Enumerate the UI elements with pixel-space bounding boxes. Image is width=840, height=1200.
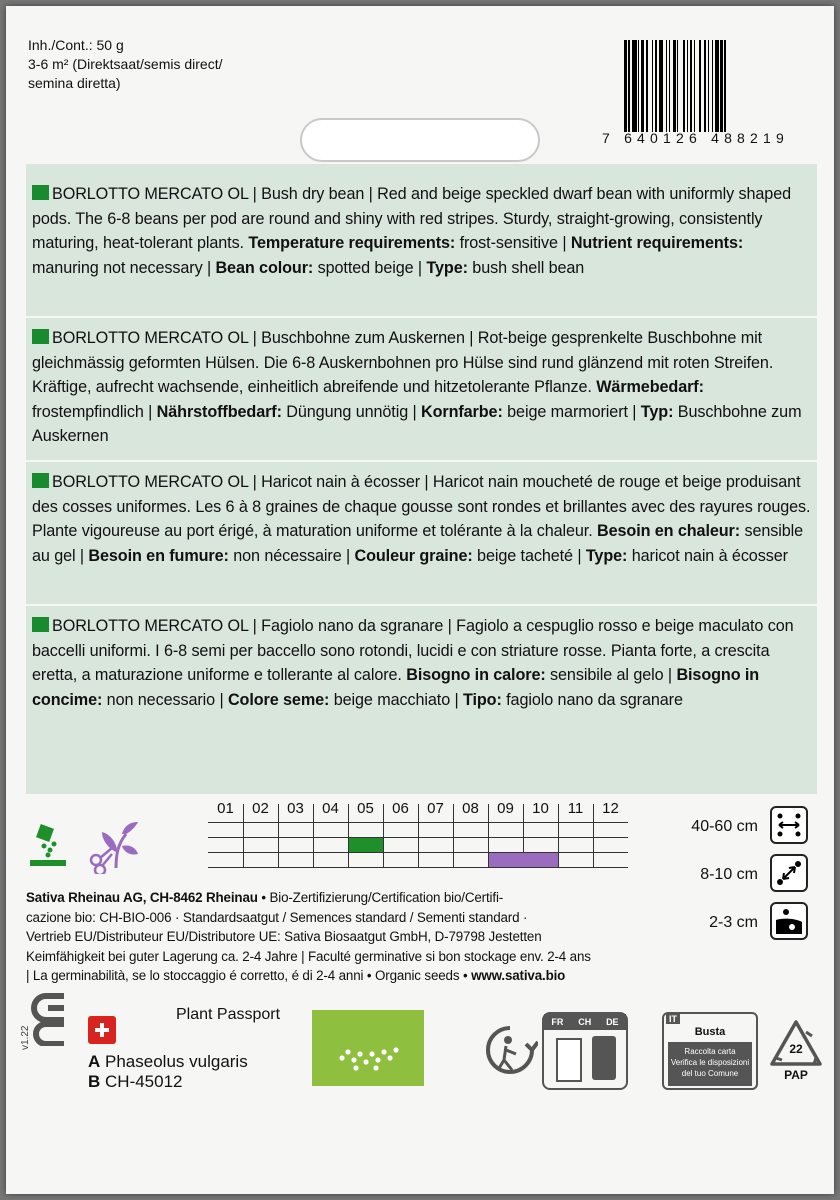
grid-line (243, 804, 244, 868)
content-area: 3-6 m² (Direktsaat/semis direct/ (28, 56, 223, 72)
month-label: 10 (532, 800, 549, 817)
fr-type-value: haricot nain à écosser (627, 546, 788, 565)
grid-line (278, 804, 279, 868)
grid-line (348, 804, 349, 868)
en-type-key: Type: (426, 258, 468, 277)
version-label: v1.22 (20, 1025, 31, 1050)
eu-organic-logo (312, 1010, 424, 1086)
month-label: 03 (287, 800, 304, 817)
producer-code: CH-45012 (105, 1072, 183, 1091)
it-label: IT (666, 1014, 680, 1024)
grid-line (558, 804, 559, 868)
website: www.sativa.bio (471, 968, 566, 984)
pap-label: PAP (784, 1068, 808, 1082)
de-temperature-value: frostempfindlich | (32, 402, 157, 421)
de-colour-value: beige marmoriert | (502, 402, 641, 421)
divider (26, 604, 817, 606)
it-temperature-key: Bisogno in calore: (406, 666, 546, 684)
raccolta-text: Verifica le disposizioni (670, 1058, 750, 1067)
content-area-cont: semina diretta) (28, 75, 121, 91)
seed-packet-back (6, 6, 834, 1194)
month-label: 04 (322, 800, 339, 817)
green-square-icon (32, 617, 49, 632)
description-panel (26, 164, 817, 794)
certification-text: • Bio-Zertifizierung/Certification bio/Certifi- (257, 890, 504, 905)
sowing-depth-icon (770, 902, 808, 940)
it-type-value: fagiolo nano da sgranare (501, 690, 683, 709)
month-label: 08 (462, 800, 479, 817)
sowing-icon (24, 824, 70, 870)
en-type-value: bush shell bean (467, 258, 585, 277)
sowing-calendar (204, 800, 628, 870)
plant-spacing-icon (770, 854, 808, 892)
it-colour-value: beige macchiato | (329, 690, 463, 709)
harvest-icon (86, 818, 142, 874)
fr-nutrient-value: non nécessaire | (228, 546, 355, 565)
botanical-name: Phaseolus vulgaris (105, 1052, 248, 1071)
description-it-intro: BORLOTTO MERCATO OL | Fagiolo nano da sgranare | Fagiolo a cespuglio rosso e beige maculato con baccelli uniformi. I 6-8 semi per baccello sono rotondi, lucidi e con striature rosse. Pianta forte, a crescita eretta, a maturazione uniforme e tollerante al calore. (32, 617, 794, 684)
italian-label-box (662, 1012, 758, 1090)
fr-temperature-key: Besoin en chaleur: (597, 522, 741, 540)
swiss-flag-icon (88, 1016, 116, 1044)
content-weight: Inh./Cont.: 50 g (28, 37, 124, 53)
barcode-digits: 7 640126 488219 (602, 130, 789, 146)
passport-a (88, 1052, 248, 1072)
de-nutrient-key: Nährstoffbedarf: (156, 402, 282, 421)
sowing-period-bar (349, 838, 383, 852)
description-fr-intro: BORLOTTO MERCATO OL | Haricot nain à écosser | Haricot nain moucheté de rouge et beige produisant des cosses uniformes. Les 6 à 8 graines de chaque gousse sont rondes et brillantes avec des rayures rouges. Plante vigoureuse au port érigé, à maturation uniforme et tolérante à la chaleur. (32, 473, 811, 540)
grid-line (453, 804, 454, 868)
it-nutrient-value: non necessario | (102, 690, 228, 709)
fr-temperature-value: sensible au gel | (32, 522, 804, 565)
germination-info-it: | La germinabilità, se lo stoccaggio é corretto, é di 2-4 anni • Organic seeds • (26, 968, 472, 984)
content-info (28, 36, 222, 93)
fr-type-key: Type: (585, 546, 628, 565)
country-code: CH (578, 1017, 592, 1027)
fr-nutrient-key: Besoin en fumure: (88, 546, 229, 565)
month-label: 05 (357, 800, 374, 817)
paper-bag-icon (556, 1038, 582, 1082)
raccolta-box (668, 1042, 752, 1086)
de-nutrient-value: Düngung unnötig | (281, 402, 421, 421)
description-it (32, 614, 814, 712)
it-nutrient-key: Bisogno in concime: (32, 666, 760, 709)
grid-line (418, 804, 419, 868)
description-fr (32, 470, 814, 568)
month-label: 01 (217, 800, 234, 817)
company-name: Sativa Rheinau AG, CH-8462 Rheinau (26, 890, 258, 905)
it-colour-key: Colore seme: (227, 690, 330, 709)
country-code: DE (606, 1017, 619, 1027)
fr-colour-key: Couleur graine: (354, 546, 473, 565)
row-spacing-icon (770, 806, 808, 844)
divider (26, 316, 817, 318)
description-de-intro: BORLOTTO MERCATO OL | Buschbohne zum Auskernen | Rot-beige gesprenkelte Buschbohne mit gleichmässig geformten Hülsen. Die 6-8 Auskernbohnen pro Hülse sind rund glänzend mit roten Streifen. Kräftige, aufrecht wachsende, einheitlich abreifende und hitzetolerante Pflanze. (32, 329, 774, 396)
passport-b (88, 1072, 183, 1092)
month-label: 11 (567, 800, 584, 817)
green-square-icon (32, 185, 49, 200)
de-temperature-key: Wärmebedarf: (596, 378, 704, 396)
it-temperature-value: sensibile al gelo | (545, 666, 677, 684)
pap-number: 22 (789, 1042, 803, 1056)
plant-passport-title: Plant Passport (176, 1006, 281, 1023)
conformity-icon (26, 990, 74, 1046)
raccolta-text: del tuo Comune (681, 1069, 739, 1078)
hang-hole (300, 118, 540, 162)
month-label: 02 (252, 800, 269, 817)
it-type-key: Tipo: (463, 690, 502, 709)
de-type-value: Buschbohne zum Auskernen (32, 402, 802, 445)
barcode-bar (726, 40, 729, 132)
month-label: 07 (427, 800, 444, 817)
busta-label: Busta (694, 1026, 726, 1038)
sowing-depth-label: 2-3 cm (709, 914, 758, 931)
row-spacing-label: 40-60 cm (691, 818, 758, 835)
certification-text-cont: cazione bio: CH-BIO-006 · Standardsaatgut / Semences standard / Sementi standard · (26, 909, 528, 925)
description-en (32, 182, 814, 280)
fr-colour-value: beige tacheté | (472, 546, 586, 565)
country-code: FR (551, 1017, 564, 1027)
plant-spacing-label: 8-10 cm (700, 866, 758, 883)
de-colour-key: Kornfarbe: (421, 402, 503, 421)
en-temperature-key: Temperature requirements: (248, 234, 456, 252)
grid-line (313, 804, 314, 868)
en-temperature-value: frost-sensitive | (455, 234, 571, 252)
germination-info: Keimfähigkeit bei guter Lagerung ca. 2-4 Jahre | Faculté germinative si bon stockage env. 2-4 ans (26, 948, 591, 964)
passport-a-label: A (88, 1052, 101, 1071)
de-type-key: Typ: (640, 402, 674, 421)
barcode (624, 40, 814, 132)
passport-b-label: B (88, 1072, 101, 1091)
en-nutrient-key: Nutrient requirements: (570, 234, 744, 252)
bin-icon (592, 1036, 616, 1080)
month-label: 09 (497, 800, 514, 817)
en-nutrient-value: manuring not necessary | (32, 258, 216, 277)
description-en-intro: BORLOTTO MERCATO OL | Bush dry bean | Red and beige speckled dwarf bean with uniformly shaped pods. The 6-8 beans per pod are round and shiny with red stripes. Sturdy, straight-growing, consistently maturing, heat-tolerant plants. (32, 185, 791, 252)
tidyman-recycle-icon (482, 1024, 538, 1076)
company-info (26, 888, 676, 986)
month-label: 12 (602, 800, 619, 817)
harvest-period-bar (489, 853, 558, 867)
grid-line (593, 804, 594, 868)
description-de (32, 326, 814, 449)
pap-recycle-icon (766, 1018, 826, 1084)
country-codes (544, 1014, 626, 1030)
calendar-grid (208, 822, 628, 868)
month-label: 06 (392, 800, 409, 817)
raccolta-text: Raccolta carta (684, 1047, 736, 1056)
green-square-icon (32, 329, 49, 344)
green-square-icon (32, 473, 49, 488)
en-colour-key: Bean colour: (215, 258, 314, 277)
divider (26, 460, 817, 462)
grid-line (383, 804, 384, 868)
triman-box (542, 1012, 628, 1090)
en-colour-value: spotted beige | (313, 258, 427, 277)
eu-distributor: Vertrieb EU/Distributeur EU/Distributore UE: Sativa Biosaatgut GmbH, D-79798 Jestetten (26, 929, 542, 945)
